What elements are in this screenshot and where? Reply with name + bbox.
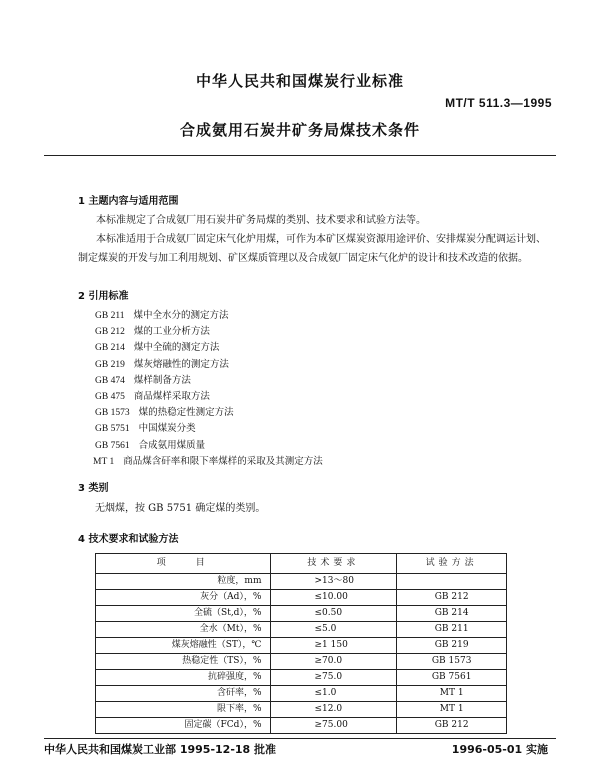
requirements-table [95,553,507,734]
section-3-heading: 3 类别 [78,483,109,494]
reference-item [95,389,323,405]
section-1-paragraph: 本标准规定了合成氨厂用石炭井矿务局煤的类别、技术要求和试验方法等。 [96,215,426,226]
table-row [96,670,507,686]
reference-name: 煤样制备方法 [133,374,191,386]
header-method: 试验方法 [397,554,507,574]
reference-item [95,308,323,324]
row-method: GB 7561 [397,670,507,686]
section-1-paragraph: 本标准适用于合成氨厂固定床气化炉用煤，可作为本矿区煤炭资源用途评价、安排煤炭分配调运计划、制定煤炭的开发与加工利用规划、矿区煤质管理以及合成氨厂固定床气化炉的设计和技术改造的依据。 [78,234,546,264]
footer-rule [44,738,556,739]
row-requirement: ≤5.0 [270,622,397,638]
row-method: GB 211 [397,622,507,638]
row-item: 粒度，mm [96,574,271,590]
reference-code: GB 7561 [95,440,130,451]
row-item: 全水（Mt），% [96,622,271,638]
reference-name: 煤灰熔融性的测定方法 [133,358,229,370]
reference-item [95,324,323,340]
approval-statement: 中华人民共和国煤炭工业部 1995-12-18 批准 [44,743,277,756]
row-item: 全硫（St,d），% [96,606,271,622]
table-row [96,686,507,702]
row-method: GB 219 [397,638,507,654]
row-requirement: ≤1.0 [270,686,397,702]
table-row [96,702,507,718]
row-requirement: >13～80 [270,574,397,590]
row-item: 灰分（Ad），% [96,590,271,606]
row-method: MT 1 [397,686,507,702]
reference-name: 商品煤样采取方法 [133,390,210,402]
document-title: 合成氨用石炭井矿务局煤技术条件 [179,121,420,139]
row-item: 固定碳（FCd），% [96,718,271,734]
standard-number: MT/T 511.3—1995 [445,96,552,110]
row-requirement: ≤10.00 [270,590,397,606]
row-method: MT 1 [397,702,507,718]
section-2-heading: 2 引用标准 [78,291,129,302]
reference-code: GB 212 [95,327,125,338]
row-requirement: ≥70.0 [270,654,397,670]
header-item: 项 目 [96,554,271,574]
reference-item [95,405,323,421]
table-row [96,590,507,606]
header-rule [44,155,556,156]
reference-list [95,308,323,470]
reference-code: GB 211 [95,311,125,321]
standard-organization: 中华人民共和国煤炭行业标准 [195,72,404,90]
reference-name: 商品煤含矸率和限下率煤样的采取及其测定方法 [123,455,323,467]
reference-code: GB 1573 [95,408,130,419]
reference-code: GB 219 [95,359,125,370]
reference-item [95,421,323,437]
section-1-body [78,211,548,268]
reference-code: GB 5751 [95,424,130,435]
row-requirement: ≥1 150 [270,638,397,654]
reference-item [95,357,323,373]
reference-code: GB 214 [95,343,125,354]
row-item: 煤灰熔融性（ST），℃ [96,638,271,654]
table-row [96,622,507,638]
reference-name: 煤的热稳定性测定方法 [138,407,234,419]
effective-date: 1996-05-01 实施 [451,743,548,756]
table-header-row [96,554,507,574]
row-method: GB 1573 [397,654,507,670]
header-requirement: 技术要求 [270,554,397,574]
reference-item [95,373,323,389]
row-method: GB 212 [397,718,507,734]
reference-code: MT 1 [93,456,115,467]
table-row [96,606,507,622]
table-row [96,574,507,590]
row-item: 含矸率，% [96,686,271,702]
reference-code: GB 475 [95,391,125,402]
row-method [397,574,507,590]
section-1-heading: 1 主题内容与适用范围 [78,196,179,207]
row-requirement: ≥75.0 [270,670,397,686]
table-row [96,718,507,734]
reference-name: 煤中全硫的测定方法 [133,342,220,354]
reference-item [95,438,323,454]
row-item: 抗碎强度，% [96,670,271,686]
table-row [96,654,507,670]
row-item: 热稳定性（TS），% [96,654,271,670]
row-requirement: ≤12.0 [270,702,397,718]
section-3-text: 无烟煤，按 GB 5751 确定煤的类别。 [95,503,266,514]
section-4-heading: 4 技术要求和试验方法 [78,534,179,545]
reference-name: 合成氨用煤质量 [138,439,206,451]
reference-item [93,454,323,470]
row-method: GB 214 [397,606,507,622]
reference-name: 中国煤炭分类 [138,423,196,435]
table-row [96,638,507,654]
row-method: GB 212 [397,590,507,606]
reference-code: GB 474 [95,375,125,386]
row-requirement: ≤0.50 [270,606,397,622]
row-requirement: ≥75.00 [270,718,397,734]
reference-name: 煤中全水分的测定方法 [133,310,229,321]
reference-item [95,340,323,356]
reference-name: 煤的工业分析方法 [133,326,210,338]
row-item: 限下率，% [96,702,271,718]
